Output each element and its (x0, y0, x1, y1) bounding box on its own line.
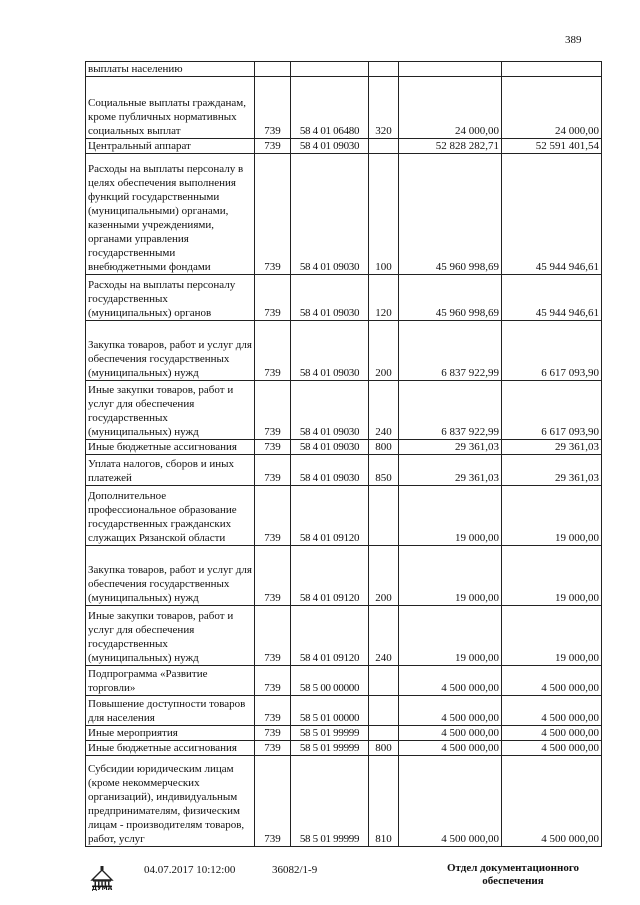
row-name: Иные мероприятия (86, 726, 255, 741)
row-name: Центральный аппарат (86, 139, 255, 154)
row-value-2: 29 361,03 (502, 440, 602, 455)
row-type: 240 (369, 606, 399, 666)
row-csr: 58 4 01 09120 (291, 606, 369, 666)
row-value-2: 6 617 093,90 (502, 381, 602, 440)
row-type (369, 666, 399, 696)
row-type: 100 (369, 154, 399, 275)
row-type: 200 (369, 321, 399, 381)
row-name: Иные бюджетные ассигнования (86, 741, 255, 756)
table-row (86, 154, 602, 275)
row-value-1: 6 837 922,99 (399, 381, 502, 440)
page-number: 389 (565, 34, 582, 46)
row-code: 739 (255, 696, 291, 726)
row-csr: 58 4 01 09030 (291, 381, 369, 440)
row-code: 739 (255, 606, 291, 666)
row-csr: 58 4 01 09030 (291, 321, 369, 381)
row-code: 739 (255, 154, 291, 275)
row-name: Дополнительное профессиональное образование государственных гражданских служащих Рязанской области (86, 486, 255, 546)
print-date: 04.07.2017 10:12:00 (144, 864, 236, 876)
page-footer (0, 858, 640, 898)
row-csr: 58 4 01 09030 (291, 440, 369, 455)
row-type: 320 (369, 77, 399, 139)
department-line-1: Отдел документационного (446, 862, 580, 874)
document-number: 36082/1-9 (272, 864, 318, 876)
row-name: Иные бюджетные ассигнования (86, 440, 255, 455)
row-value-2: 4 500 000,00 (502, 741, 602, 756)
row-value-1: 52 828 282,71 (399, 139, 502, 154)
table-row (86, 666, 602, 696)
row-name: Иные закупки товаров, работ и услуг для обеспечения государственных (муниципальных) нужд (86, 381, 255, 440)
row-type: 850 (369, 455, 399, 486)
row-value-2: 4 500 000,00 (502, 756, 602, 847)
row-name: Субсидии юридическим лицам (кроме некоммерческих организаций), индивидуальным предпринимателям, физическим лицам - производителям товаров, работ, услуг (86, 756, 255, 847)
row-name: Уплата налогов, сборов и иных платежей (86, 455, 255, 486)
budget-table (85, 61, 602, 847)
row-value-1: 6 837 922,99 (399, 321, 502, 381)
row-value-2: 4 500 000,00 (502, 726, 602, 741)
row-value-2: 52 591 401,54 (502, 139, 602, 154)
row-value-1: 4 500 000,00 (399, 756, 502, 847)
row-value-2: 45 944 946,61 (502, 154, 602, 275)
row-value-1: 29 361,03 (399, 455, 502, 486)
department-label (438, 862, 588, 888)
row-value-1: 19 000,00 (399, 546, 502, 606)
row-name: Социальные выплаты гражданам, кроме публичных нормативных социальных выплат (86, 77, 255, 139)
row-value-2: 19 000,00 (502, 546, 602, 606)
row-csr: 58 4 01 09120 (291, 546, 369, 606)
row-value-1: 45 960 998,69 (399, 275, 502, 321)
department-line-2: обеспечения (482, 875, 544, 887)
row-code: 739 (255, 546, 291, 606)
row-value-2: 19 000,00 (502, 486, 602, 546)
row-csr: 58 4 01 09030 (291, 154, 369, 275)
row-value-1: 19 000,00 (399, 486, 502, 546)
row-code: 739 (255, 440, 291, 455)
row-name: Иные закупки товаров, работ и услуг для обеспечения государственных (муниципальных) нужд (86, 606, 255, 666)
row-code: 739 (255, 455, 291, 486)
table-row (86, 486, 602, 546)
table-row (86, 726, 602, 741)
row-type (369, 486, 399, 546)
table-row (86, 139, 602, 154)
table-row (86, 275, 602, 321)
table-row (86, 606, 602, 666)
row-value-1: 19 000,00 (399, 606, 502, 666)
row-value-2: 29 361,03 (502, 455, 602, 486)
row-code: 739 (255, 77, 291, 139)
row-type (369, 726, 399, 741)
row-csr (291, 62, 369, 77)
row-code: 739 (255, 321, 291, 381)
row-csr: 58 4 01 09030 (291, 275, 369, 321)
row-csr: 58 4 01 09120 (291, 486, 369, 546)
table-row (86, 62, 602, 77)
row-code: 739 (255, 756, 291, 847)
row-code: 739 (255, 726, 291, 741)
row-value-1: 4 500 000,00 (399, 696, 502, 726)
row-type: 240 (369, 381, 399, 440)
row-code: 739 (255, 275, 291, 321)
table-row (86, 321, 602, 381)
table-row (86, 741, 602, 756)
row-type: 810 (369, 756, 399, 847)
row-csr: 58 4 01 06480 (291, 77, 369, 139)
row-type: 200 (369, 546, 399, 606)
row-code: 739 (255, 666, 291, 696)
row-value-2: 19 000,00 (502, 606, 602, 666)
logo-text: ДУМА (91, 885, 113, 892)
row-csr: 58 5 01 00000 (291, 696, 369, 726)
row-name: Расходы на выплаты персоналу в целях обеспечения выполнения функций государственными (муниципальными) органами, казенными учреждениями, органами управления государственными внебюджетными фондами (86, 154, 255, 275)
row-type (369, 139, 399, 154)
row-code: 739 (255, 139, 291, 154)
row-type: 800 (369, 440, 399, 455)
row-code: 739 (255, 381, 291, 440)
table-row (86, 696, 602, 726)
row-type: 120 (369, 275, 399, 321)
row-value-1: 4 500 000,00 (399, 666, 502, 696)
row-code: 739 (255, 486, 291, 546)
row-type: 800 (369, 741, 399, 756)
row-value-2: 4 500 000,00 (502, 696, 602, 726)
row-value-1: 45 960 998,69 (399, 154, 502, 275)
row-code: 739 (255, 741, 291, 756)
row-csr: 58 4 01 09030 (291, 139, 369, 154)
row-value-2: 45 944 946,61 (502, 275, 602, 321)
row-csr: 58 5 01 99999 (291, 726, 369, 741)
table-row (86, 381, 602, 440)
row-name: Закупка товаров, работ и услуг для обеспечения государственных (муниципальных) нужд (86, 546, 255, 606)
row-name: Расходы на выплаты персоналу государственных (муниципальных) органов (86, 275, 255, 321)
table-row (86, 756, 602, 847)
row-value-1: 29 361,03 (399, 440, 502, 455)
row-value-1: 4 500 000,00 (399, 741, 502, 756)
row-name: Закупка товаров, работ и услуг для обеспечения государственных (муниципальных) нужд (86, 321, 255, 381)
row-code (255, 62, 291, 77)
row-name: Подпрограмма «Развитие торговли» (86, 666, 255, 696)
row-csr: 58 5 00 00000 (291, 666, 369, 696)
row-csr: 58 5 01 99999 (291, 741, 369, 756)
row-csr: 58 5 01 99999 (291, 756, 369, 847)
row-value-1: 4 500 000,00 (399, 726, 502, 741)
row-value-2 (502, 62, 602, 77)
row-value-1: 24 000,00 (399, 77, 502, 139)
row-value-1 (399, 62, 502, 77)
table-row (86, 440, 602, 455)
row-type (369, 62, 399, 77)
row-name: Повышение доступности товаров для населения (86, 696, 255, 726)
table-row (86, 77, 602, 139)
row-csr: 58 4 01 09030 (291, 455, 369, 486)
row-type (369, 696, 399, 726)
table-row (86, 455, 602, 486)
row-value-2: 4 500 000,00 (502, 666, 602, 696)
row-name: выплаты населению (86, 62, 255, 77)
table-row (86, 546, 602, 606)
row-value-2: 6 617 093,90 (502, 321, 602, 381)
row-value-2: 24 000,00 (502, 77, 602, 139)
